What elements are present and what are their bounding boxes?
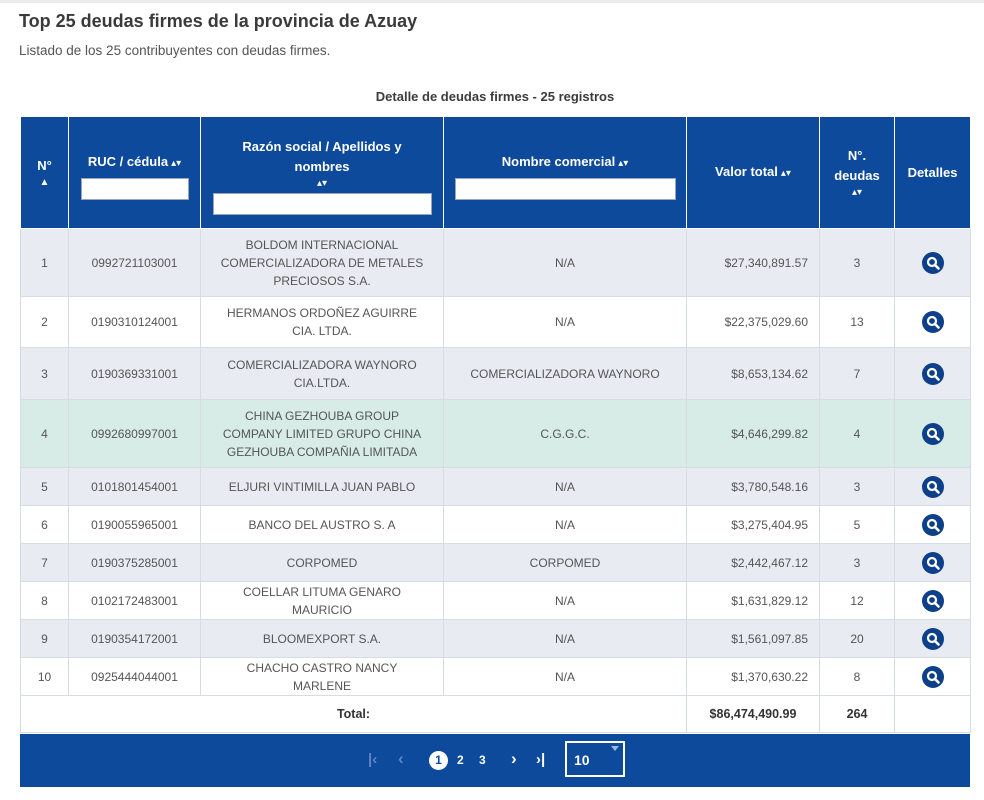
cell-valor: $3,780,548.16 bbox=[687, 468, 820, 506]
header-razon-label[interactable]: Razón social / Apellidos y nombres bbox=[242, 138, 402, 174]
cell-ruc: 0190055965001 bbox=[69, 506, 201, 544]
cell-valor: $27,340,891.57 bbox=[687, 229, 820, 297]
cell-valor: $22,375,029.60 bbox=[687, 297, 820, 348]
details-search-icon[interactable] bbox=[922, 590, 944, 612]
cell-n: 3 bbox=[21, 348, 69, 400]
last-page-icon[interactable]: ›| bbox=[536, 751, 546, 768]
table-row bbox=[21, 620, 971, 658]
cell-valor: $1,370,630.22 bbox=[687, 658, 820, 696]
cell-comercial: N/A bbox=[444, 658, 687, 696]
cell-deudas: 8 bbox=[820, 658, 895, 696]
page-2-button[interactable]: 2 bbox=[457, 753, 464, 767]
cell-n: 6 bbox=[21, 506, 69, 544]
header-detalles bbox=[895, 117, 971, 229]
details-search-icon[interactable] bbox=[922, 552, 944, 574]
cell-detalles bbox=[895, 348, 971, 400]
sort-icon[interactable]: ▴▾ bbox=[618, 157, 629, 169]
cell-razon-wrap bbox=[201, 297, 444, 348]
cell-ruc: 0992721103001 bbox=[69, 229, 201, 297]
cell-comercial: N/A bbox=[444, 620, 687, 658]
cell-ruc: 0190375285001 bbox=[69, 544, 201, 582]
total-label: Total: bbox=[21, 696, 687, 733]
header-razon bbox=[201, 117, 444, 229]
details-search-icon[interactable] bbox=[922, 628, 944, 650]
pagination-bar bbox=[20, 734, 970, 787]
cell-valor: $3,275,404.95 bbox=[687, 506, 820, 544]
cell-comercial: C.G.G.C. bbox=[444, 400, 687, 468]
cell-deudas: 3 bbox=[820, 468, 895, 506]
cell-comercial: N/A bbox=[444, 468, 687, 506]
header-deudas-label-line2: deudas bbox=[834, 167, 880, 183]
cell-deudas: 12 bbox=[820, 582, 895, 620]
cell-n: 9 bbox=[21, 620, 69, 658]
cell-razon-wrap bbox=[201, 620, 444, 658]
cell-deudas: 3 bbox=[820, 544, 895, 582]
cell-deudas: 13 bbox=[820, 297, 895, 348]
cell-razon-wrap bbox=[201, 582, 444, 620]
cell-detalles bbox=[895, 229, 971, 297]
table-row bbox=[21, 582, 971, 620]
cell-razon: BLOOMEXPORT S.A. bbox=[262, 631, 382, 646]
header-valor[interactable] bbox=[687, 117, 820, 229]
cell-razon: BOLDOM INTERNACIONAL COMERCIALIZADORA DE METALES PRECIOSOS S.A. bbox=[220, 237, 424, 288]
header-detalles-label: Detalles bbox=[907, 164, 958, 180]
header-ruc-label[interactable]: RUC / cédula bbox=[87, 153, 169, 169]
details-search-icon[interactable] bbox=[922, 476, 944, 498]
cell-detalles bbox=[895, 658, 971, 696]
total-valor: $86,474,490.99 bbox=[687, 696, 820, 733]
cell-ruc: 0190310124001 bbox=[69, 297, 201, 348]
cell-razon: COELLAR LITUMA GENARO MAURICIO bbox=[242, 584, 402, 617]
cell-n: 4 bbox=[21, 400, 69, 468]
cell-comercial: N/A bbox=[444, 297, 687, 348]
cell-n: 5 bbox=[21, 468, 69, 506]
cell-comercial: N/A bbox=[444, 582, 687, 620]
cell-deudas: 3 bbox=[820, 229, 895, 297]
sort-icon[interactable]: ▴▾ bbox=[851, 186, 863, 198]
cell-razon-wrap bbox=[201, 506, 444, 544]
sort-icon[interactable]: ▲︎ bbox=[39, 176, 50, 188]
cell-ruc: 0992680997001 bbox=[69, 400, 201, 468]
table-row bbox=[21, 229, 971, 297]
cell-ruc: 0190369331001 bbox=[69, 348, 201, 400]
header-valor-label: Valor total bbox=[715, 163, 778, 179]
cell-razon-wrap bbox=[201, 468, 444, 506]
sort-icon[interactable]: ▴▾ bbox=[316, 177, 328, 189]
next-page-icon[interactable]: › bbox=[511, 749, 517, 768]
cell-deudas: 4 bbox=[820, 400, 895, 468]
header-n[interactable] bbox=[21, 117, 69, 229]
debts-table bbox=[20, 116, 971, 733]
page-size-select[interactable] bbox=[565, 741, 625, 777]
header-comercial-label[interactable]: Nombre comercial bbox=[501, 153, 616, 169]
cell-detalles bbox=[895, 400, 971, 468]
table-row bbox=[21, 544, 971, 582]
cell-razon-wrap bbox=[201, 229, 444, 297]
cell-razon: HERMANOS ORDOÑEZ AGUIRRE CIA. LTDA. bbox=[226, 306, 418, 338]
table-row bbox=[21, 297, 971, 348]
details-search-icon[interactable] bbox=[922, 363, 944, 385]
cell-n: 10 bbox=[21, 658, 69, 696]
cell-detalles bbox=[895, 544, 971, 582]
first-page-icon[interactable]: |‹ bbox=[368, 751, 378, 768]
cell-razon: CHACHO CASTRO NANCY MARLENE bbox=[246, 660, 398, 693]
details-search-icon[interactable] bbox=[922, 514, 944, 536]
page-1-button[interactable]: 1 bbox=[429, 751, 448, 770]
cell-razon: CHINA GEZHOUBA GROUP COMPANY LIMITED GRUPO CHINA GEZHOUBA COMPAÑIA LIMITADA bbox=[222, 408, 422, 459]
cell-detalles bbox=[895, 468, 971, 506]
total-deudas: 264 bbox=[820, 696, 895, 733]
cell-razon-wrap bbox=[201, 400, 444, 468]
details-search-icon[interactable] bbox=[922, 423, 944, 445]
total-empty bbox=[895, 696, 971, 733]
header-ruc bbox=[69, 117, 201, 229]
cell-razon-wrap bbox=[201, 348, 444, 400]
cell-comercial: CORPOMED bbox=[444, 544, 687, 582]
cell-detalles bbox=[895, 620, 971, 658]
cell-valor: $4,646,299.82 bbox=[687, 400, 820, 468]
prev-page-icon[interactable]: ‹ bbox=[398, 749, 404, 768]
table-row bbox=[21, 658, 971, 696]
cell-detalles bbox=[895, 582, 971, 620]
table-header-row bbox=[21, 117, 971, 229]
table-row bbox=[21, 400, 971, 468]
comercial-filter-input[interactable] bbox=[455, 178, 676, 200]
cell-comercial: N/A bbox=[444, 229, 687, 297]
cell-detalles bbox=[895, 297, 971, 348]
details-search-icon[interactable] bbox=[922, 311, 944, 333]
header-comercial bbox=[444, 117, 687, 229]
page-3-button[interactable]: 3 bbox=[479, 753, 486, 767]
table-row bbox=[21, 348, 971, 400]
cell-valor: $1,561,097.85 bbox=[687, 620, 820, 658]
cell-n: 1 bbox=[21, 229, 69, 297]
cell-razon: CORPOMED bbox=[286, 555, 358, 570]
page-size-value: 10 bbox=[574, 752, 590, 768]
cell-detalles bbox=[895, 506, 971, 544]
cell-ruc: 0925444044001 bbox=[69, 658, 201, 696]
cell-razon-wrap bbox=[201, 658, 444, 696]
cell-deudas: 5 bbox=[820, 506, 895, 544]
details-search-icon[interactable] bbox=[922, 252, 944, 274]
cell-ruc: 0101801454001 bbox=[69, 468, 201, 506]
total-row bbox=[21, 696, 971, 733]
ruc-filter-input[interactable] bbox=[81, 178, 189, 200]
table-caption: Detalle de deudas firmes - 25 registros bbox=[375, 89, 615, 104]
sort-icon[interactable]: ▴▾ bbox=[171, 157, 182, 169]
details-search-icon[interactable] bbox=[922, 666, 944, 688]
top-divider bbox=[0, 0, 984, 3]
cell-razon: ELJURI VINTIMILLA JUAN PABLO bbox=[228, 479, 416, 494]
page-title: Top 25 deudas firmes de la provincia de Azuay bbox=[19, 11, 418, 31]
cell-comercial: N/A bbox=[444, 506, 687, 544]
cell-comercial: COMERCIALIZADORA WAYNORO bbox=[444, 348, 687, 400]
cell-valor: $2,442,467.12 bbox=[687, 544, 820, 582]
cell-n: 7 bbox=[21, 544, 69, 582]
header-deudas[interactable] bbox=[820, 117, 895, 229]
page-subtitle: Listado de los 25 contribuyentes con deudas firmes. bbox=[19, 43, 331, 58]
header-n-label: N° bbox=[37, 157, 52, 173]
cell-valor: $8,653,134.62 bbox=[687, 348, 820, 400]
cell-razon: BANCO DEL AUSTRO S. A bbox=[248, 517, 396, 532]
table-row bbox=[21, 468, 971, 506]
cell-ruc: 0190354172001 bbox=[69, 620, 201, 658]
cell-razon: COMERCIALIZADORA WAYNORO CIA.LTDA. bbox=[227, 357, 417, 390]
cell-n: 8 bbox=[21, 582, 69, 620]
chevron-down-icon bbox=[611, 746, 619, 751]
sort-icon[interactable]: ▴▾ bbox=[780, 167, 791, 179]
cell-deudas: 7 bbox=[820, 348, 895, 400]
razon-filter-input[interactable] bbox=[213, 193, 432, 215]
header-deudas-label-line1: N°. bbox=[847, 147, 867, 163]
cell-valor: $1,631,829.12 bbox=[687, 582, 820, 620]
cell-deudas: 20 bbox=[820, 620, 895, 658]
cell-ruc: 0102172483001 bbox=[69, 582, 201, 620]
cell-n: 2 bbox=[21, 297, 69, 348]
table-row bbox=[21, 506, 971, 544]
cell-razon-wrap bbox=[201, 544, 444, 582]
